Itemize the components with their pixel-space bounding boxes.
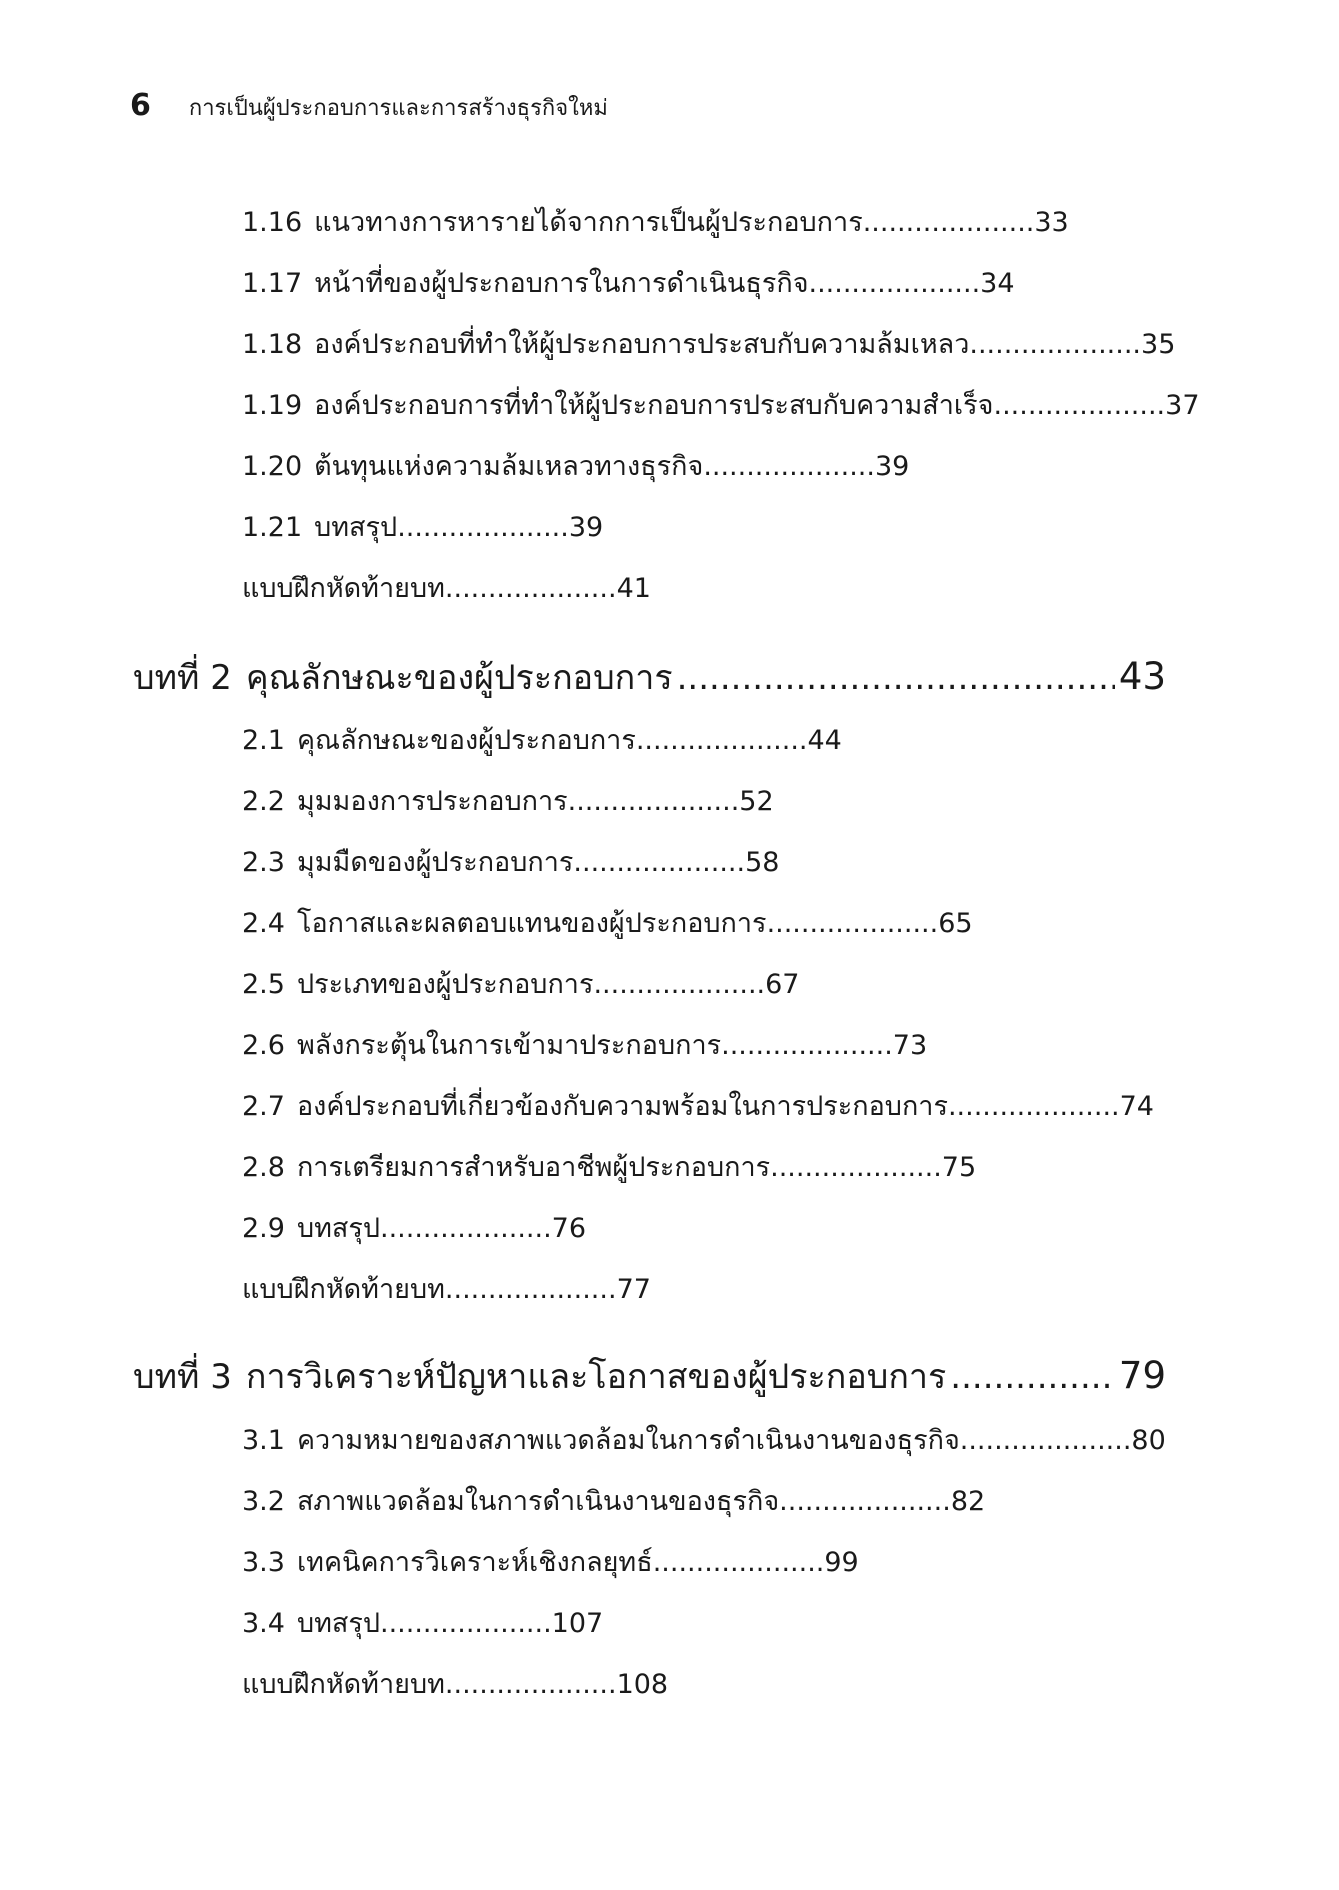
entry-title: แบบฝึกหัดท้ายบท: [242, 1669, 445, 1700]
dot-leader: ....................: [380, 1608, 552, 1639]
dot-leader: ....................: [397, 512, 569, 543]
dot-leader: ....................: [779, 1486, 951, 1517]
dot-leader: ....................: [380, 1213, 552, 1244]
dot-leader: ....................: [444, 573, 617, 604]
entry-title: ต้นทุนแห่งความล้มเหลวทางธุรกิจ: [314, 451, 704, 482]
entry-title: แนวทางการหารายได้จากการเป็นผู้ประกอบการ: [314, 207, 863, 238]
entry-page: 80: [1131, 1425, 1166, 1456]
dot-leader: [677, 653, 1115, 703]
toc-entry-1-21[interactable]: [242, 508, 603, 548]
entry-page: 44: [807, 725, 842, 756]
dot-leader: ....................: [635, 725, 808, 756]
entry-page: 107: [551, 1608, 604, 1639]
toc-entry-3-1[interactable]: [242, 1421, 1166, 1461]
entry-page: 58: [745, 847, 780, 878]
dot-leader: ....................: [862, 207, 1035, 238]
entry-page: 33: [1034, 207, 1069, 238]
dot-leader: ....................: [593, 969, 766, 1000]
entry-number: 3.1: [242, 1425, 285, 1456]
entry-page: 52: [739, 786, 774, 817]
toc-entry-2-1[interactable]: [242, 721, 842, 761]
toc-entry-3-4[interactable]: [242, 1604, 603, 1644]
dot-leader: ....................: [444, 1669, 617, 1700]
toc-entry-3-2[interactable]: [242, 1482, 985, 1522]
entry-title: บทสรุป: [296, 1213, 381, 1244]
dot-leader: ....................: [808, 268, 981, 299]
dot-leader: ....................: [959, 1425, 1132, 1456]
dot-leader: ....................: [969, 329, 1142, 360]
chapter-title: คุณลักษณะของผู้ประกอบการ: [245, 658, 673, 698]
entry-title: โอกาสและผลตอบแทนของผู้ประกอบการ: [296, 908, 767, 939]
chapter-title: การวิเคราะห์ปัญหาและโอกาสของผู้ประกอบการ: [245, 1357, 947, 1397]
page-number: 6: [130, 88, 151, 123]
toc-entry-2-3[interactable]: [242, 843, 779, 883]
entry-page: 41: [616, 573, 651, 604]
entry-number: 3.3: [242, 1547, 285, 1578]
entry-page: 67: [765, 969, 800, 1000]
entry-page: 108: [616, 1669, 669, 1700]
toc-entry-2-4[interactable]: [242, 904, 973, 944]
dot-leader: ....................: [703, 451, 875, 482]
entry-page: 77: [616, 1274, 651, 1305]
toc-entry-2-9[interactable]: [242, 1209, 586, 1249]
entry-title: แบบฝึกหัดท้ายบท: [242, 573, 445, 604]
entry-number: 1.21: [242, 512, 303, 543]
entry-title: พลังกระตุ้นในการเข้ามาประกอบการ: [296, 1030, 722, 1061]
entry-page: 35: [1141, 329, 1176, 360]
toc-entry-2-6[interactable]: [242, 1026, 927, 1066]
entry-number: 3.4: [242, 1608, 285, 1639]
toc-entry-2-5[interactable]: [242, 965, 799, 1005]
entry-number: 2.6: [242, 1030, 285, 1061]
entry-title: แบบฝึกหัดท้ายบท: [242, 1274, 445, 1305]
entry-page: 82: [950, 1486, 986, 1517]
entry-number: 2.9: [242, 1213, 285, 1244]
toc-entry-exercises-2[interactable]: [242, 1270, 651, 1310]
toc-entry-1-18[interactable]: [242, 325, 1175, 365]
entry-page: 74: [1119, 1091, 1154, 1122]
dot-leader: ....................: [947, 1091, 1120, 1122]
chapter-heading-3[interactable]: [133, 1351, 1166, 1401]
entry-number: 2.2: [242, 786, 285, 817]
entry-title: มุมมืดของผู้ประกอบการ: [296, 847, 574, 878]
entry-number: 1.18: [242, 329, 303, 360]
entry-number: 1.16: [242, 207, 303, 238]
entry-page: 39: [568, 512, 604, 543]
entry-page: 39: [874, 451, 910, 482]
toc-entry-2-7[interactable]: [242, 1087, 1154, 1127]
entry-title: เทคนิคการวิเคราะห์เชิงกลยุทธ์: [296, 1547, 653, 1578]
toc-entry-1-20[interactable]: [242, 447, 909, 487]
running-title: การเป็นผู้ประกอบการและการสร้างธุรกิจใหม่: [188, 96, 608, 121]
entry-page: 75: [941, 1152, 977, 1183]
toc-entry-exercises-3[interactable]: [242, 1665, 668, 1705]
entry-title: บทสรุป: [314, 512, 398, 543]
dot-leader: [950, 1352, 1115, 1402]
toc-entry-exercises-1[interactable]: [242, 569, 651, 609]
entry-number: 1.17: [242, 268, 303, 299]
toc-entry-1-17[interactable]: [242, 264, 1015, 304]
dot-leader: ....................: [567, 786, 740, 817]
toc-entry-3-3[interactable]: [242, 1543, 859, 1583]
entry-title: สภาพแวดล้อมในการดำเนินงานของธุรกิจ: [296, 1486, 780, 1517]
chapter-page: 43: [1118, 655, 1166, 698]
dot-leader: ....................: [573, 847, 746, 878]
entry-title: องค์ประกอบการที่ทำให้ผู้ประกอบการประสบกับความสำเร็จ: [314, 390, 994, 421]
entry-title: มุมมองการประกอบการ: [296, 786, 568, 817]
entry-title: หน้าที่ของผู้ประกอบการในการดำเนินธุรกิจ: [314, 268, 809, 299]
entry-title: บทสรุป: [296, 1608, 381, 1639]
dot-leader: ....................: [721, 1030, 893, 1061]
entry-number: 1.19: [242, 390, 303, 421]
entry-number: 2.3: [242, 847, 285, 878]
entry-number: 2.8: [242, 1152, 285, 1183]
toc-entry-2-2[interactable]: [242, 782, 774, 822]
entry-page: 99: [824, 1547, 859, 1578]
toc-entry-2-8[interactable]: [242, 1148, 976, 1188]
entry-number: 2.1: [242, 725, 285, 756]
toc-entry-1-19[interactable]: [242, 386, 1200, 426]
entry-number: 2.5: [242, 969, 285, 1000]
entry-page: 34: [980, 268, 1015, 299]
entry-number: 2.4: [242, 908, 285, 939]
entry-title: คุณลักษณะของผู้ประกอบการ: [296, 725, 636, 756]
entry-title: ความหมายของสภาพแวดล้อมในการดำเนินงานของธุรกิจ: [296, 1425, 960, 1456]
chapter-page: 79: [1118, 1354, 1166, 1397]
dot-leader: ....................: [993, 390, 1166, 421]
entry-page: 65: [938, 908, 973, 939]
dot-leader: ....................: [766, 908, 939, 939]
dot-leader: ....................: [770, 1152, 942, 1183]
dot-leader: ....................: [444, 1274, 617, 1305]
dot-leader: ....................: [652, 1547, 825, 1578]
chapter-label: บทที่ 3: [133, 1357, 232, 1397]
entry-title: องค์ประกอบที่เกี่ยวข้องกับความพร้อมในการประกอบการ: [296, 1091, 948, 1122]
entry-page: 76: [551, 1213, 587, 1244]
entry-title: องค์ประกอบที่ทำให้ผู้ประกอบการประสบกับความล้มเหลว: [314, 329, 970, 360]
entry-title: การเตรียมการสำหรับอาชีพผู้ประกอบการ: [296, 1152, 771, 1183]
chapter-heading-2[interactable]: [133, 652, 1166, 702]
entry-title: ประเภทของผู้ประกอบการ: [296, 969, 594, 1000]
entry-number: 2.7: [242, 1091, 285, 1122]
entry-page: 73: [892, 1030, 928, 1061]
entry-number: 1.20: [242, 451, 303, 482]
entry-number: 3.2: [242, 1486, 285, 1517]
chapter-label: บทที่ 2: [133, 658, 232, 698]
entry-page: 37: [1165, 390, 1200, 421]
toc-entry-1-16[interactable]: [242, 203, 1069, 243]
